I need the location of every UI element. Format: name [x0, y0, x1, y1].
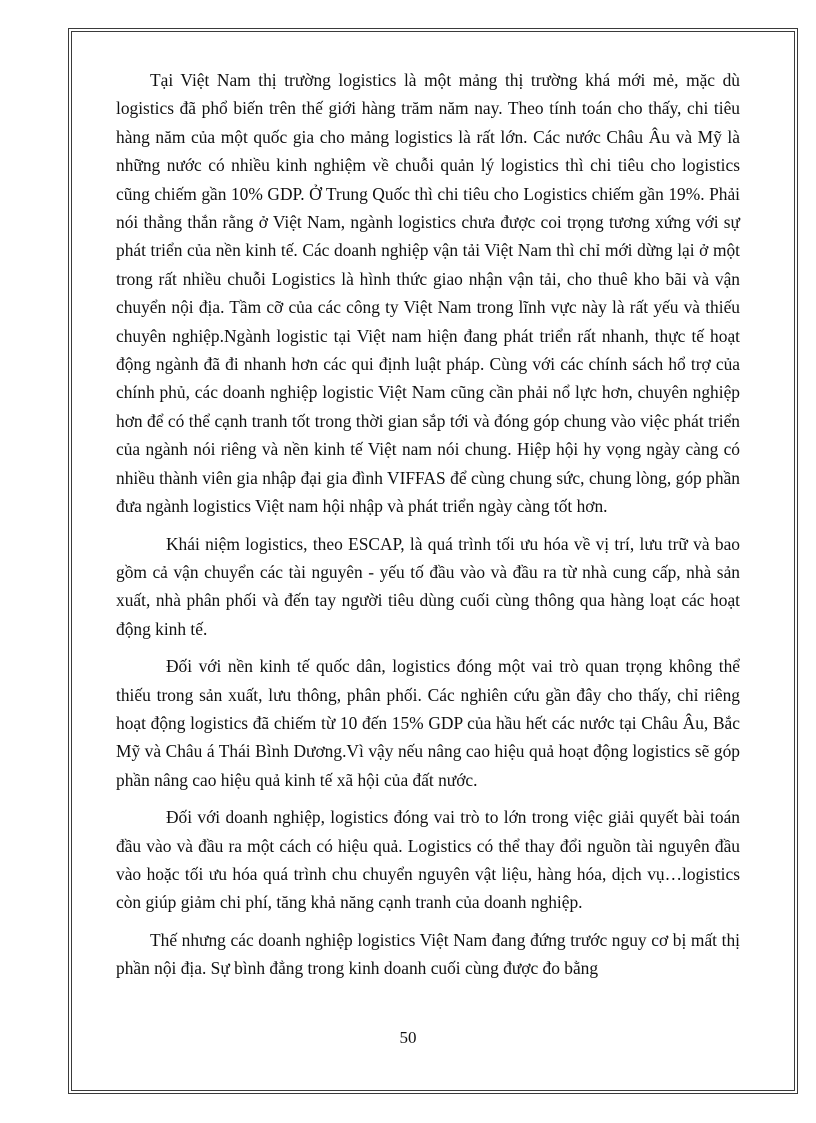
paragraph-logistics-definition-escap: Khái niệm logistics, theo ESCAP, là quá trình tối ưu hóa về vị trí, lưu trữ và bao gồm cả vận chuyển các tài nguyên - yếu tố đầu vào và đầu ra từ nhà cung cấp, nhà sản xuất, nhà phân phối và đến tay người tiêu dùng cuối cùng thông qua hàng loạt các hoạt động kinh tế.	[116, 533, 740, 639]
paragraph-logistics-risk-market-share: Thế nhưng các doanh nghiệp logistics Việt Nam đang đứng trước nguy cơ bị mất thị phần nội địa. Sự bình đẳng trong kinh doanh cuối cùng được đo bằng	[116, 929, 740, 979]
document-body	[116, 66, 740, 992]
paragraph-logistics-enterprises: Đối với doanh nghiệp, logistics đóng vai trò to lớn trong việc giải quyết bài toán đầu vào và đầu ra một cách có hiệu quả. Logistics có thể thay đổi nguồn tài nguyên đầu vào hoặc tối ưu hóa quá trình chu chuyển nguyên vật liệu, hàng hóa, dịch vụ…logistics còn giúp giảm chi phí, tăng khả năng cạnh tranh của doanh nghiệp.	[116, 807, 740, 913]
paragraph-logistics-vietnam-market: Tại Việt Nam thị trường logistics là một mảng thị trường khá mới mẻ, mặc dù logistics đã phổ biến trên thế giới hàng trăm năm nay. Theo tính toán cho thấy, chi tiêu hàng năm của một quốc gia cho mảng logistics là rất lớn. Các nước Châu Âu và Mỹ là những nước có nhiều kinh nghiệm về chuỗi quản lý logistics thì chi tiêu cho logistics cũng chiếm gần 10% GDP. Ở Trung Quốc thì chi tiêu cho Logistics chiếm gần 19%. Phải nói thẳng thắn rằng ở Việt Nam, ngành logistics chưa được coi trọng tương xứng với sự phát triển của nền kinh tế. Các doanh nghiệp vận tải Việt Nam thì chỉ mới dừng lại ở một trong rất nhiều chuỗi Logistics là hình thức giao nhận vận tải, cho thuê kho bãi và vận chuyển nội địa. Tầm cỡ của các công ty Việt Nam trong lĩnh vực này là rất yếu và thiếu chuyên nghiệp.Ngành logistic tại Việt nam hiện đang phát triển rất nhanh, thực tế hoạt động ngành đã đi nhanh hơn các qui định luật pháp. Cùng với các chính sách hổ trợ của chính phủ, các doanh nghiệp logistic Việt Nam cũng cần phải nổ lực hơn, chuyên nghiệp hơn để có thể cạnh tranh tốt trong thời gian sắp tới và đóng góp chung vào việc phát triển của ngành nói riêng và nền kinh tế Việt nam nói chung. Hiệp hội hy vọng ngày càng có nhiều thành viên gia nhập đại gia đình VIFFAS để cùng chung sức, chung lòng, góp phần đưa ngành logistics Việt nam hội nhập và phát triển ngày càng tốt hơn.	[116, 70, 740, 517]
page-number: 50	[399, 1028, 417, 1047]
paragraph-logistics-national-economy: Đối với nền kinh tế quốc dân, logistics đóng một vai trò quan trọng không thể thiếu trong sản xuất, lưu thông, phân phối. Các nghiên cứu gần đây cho thấy, chỉ riêng hoạt động logistics đã chiếm từ 10 đến 15% GDP của hầu hết các nước tại Châu Âu, Bắc Mỹ và Châu á Thái Bình Dương.Vì vậy nếu nâng cao hiệu quả hoạt động logistics sẽ góp phần nâng cao hiệu quả kinh tế xã hội của đất nước.	[116, 656, 740, 790]
